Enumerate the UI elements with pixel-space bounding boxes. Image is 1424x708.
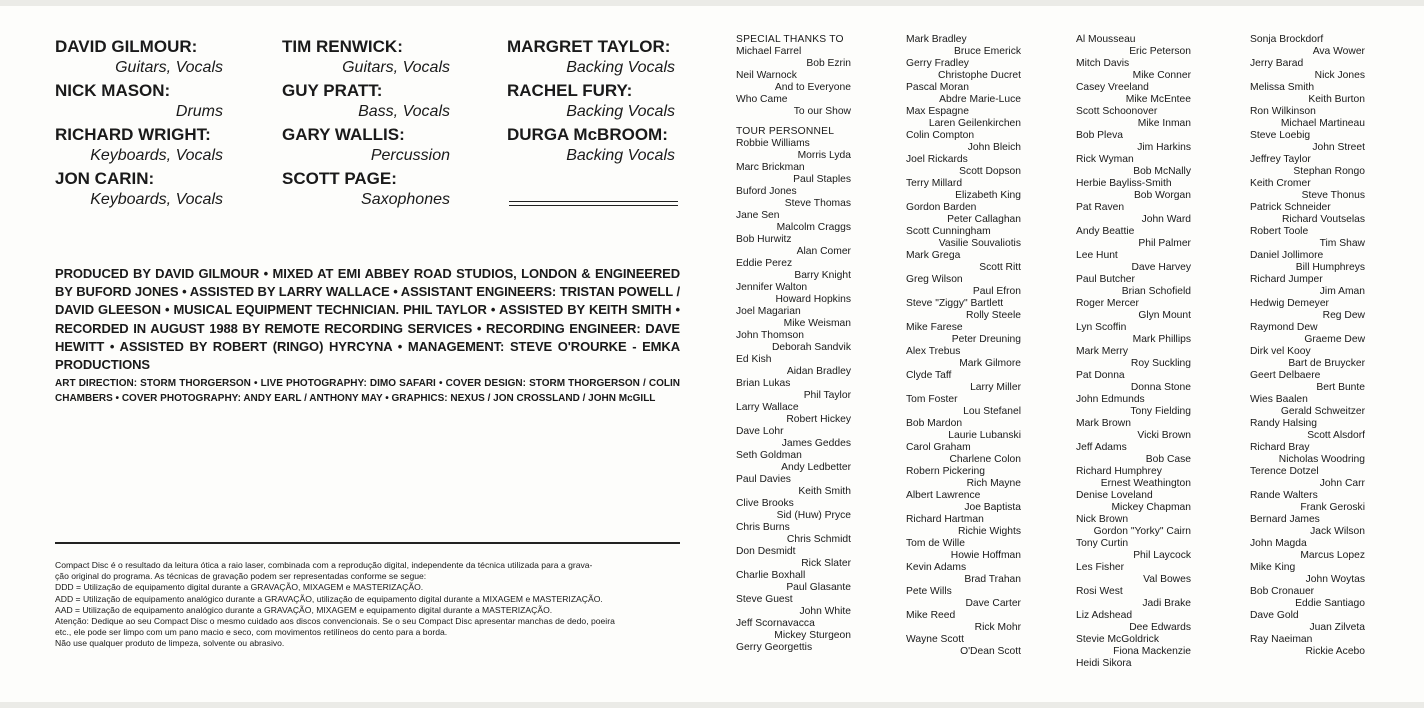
crew-name: Dirk vel Kooy (1250, 346, 1311, 357)
crew-name: Steve Loebig (1250, 130, 1311, 141)
crew-name: Mark Bradley (906, 34, 967, 45)
crew-name: Brian Lukas (736, 378, 791, 389)
crew-name: Robern Pickering (906, 466, 985, 477)
crew-heading: SPECIAL THANKS TO (736, 34, 844, 45)
legal-line: Atenção: Dedique ao seu Compact Disc o mesmo cuidado aos discos convencionais. Se o seu Compact Disc apresentar manchas de dedo, poeira (55, 616, 615, 627)
crew-name: Paul Efron (972, 286, 1021, 297)
crew-name: Andy Ledbetter (781, 462, 851, 473)
crew-name: Ed Kish (736, 354, 772, 365)
crew-name: Ava Wower (1312, 46, 1365, 57)
crew-name: Scott Dopson (959, 166, 1021, 177)
crew-name: Phil Laycock (1133, 550, 1191, 561)
crew-heading: TOUR PERSONNEL (736, 126, 835, 137)
crew-name: Reg Dew (1322, 310, 1365, 321)
crew-name: Mike Inman (1137, 118, 1191, 129)
crew-name: Bob McNally (1133, 166, 1191, 177)
crew-name: Bert Bunte (1316, 382, 1365, 393)
crew-name: Tim Shaw (1319, 238, 1365, 249)
crew-name: Rick Mohr (974, 622, 1021, 633)
credit-role: Guitars, Vocals (342, 59, 450, 76)
credit-role: Percussion (370, 147, 450, 164)
crew-name: Bob Ezrin (806, 58, 851, 69)
crew-column-2 (906, 34, 1021, 658)
credit-entry (282, 124, 450, 166)
crew-name: Richard Humphrey (1076, 466, 1162, 477)
crew-name: Mike Weisman (783, 318, 851, 329)
crew-name: Bruce Emerick (954, 46, 1021, 57)
crew-name: Seth Goldman (736, 450, 802, 461)
crew-name: Max Espagne (906, 106, 969, 117)
legal-line: AAD = Utilização de equipamento analógico durante a GRAVAÇÃO, MIXAGEM e equipamento digital durante a MASTERIZAÇÃO. (55, 604, 553, 615)
crew-name: Mike Reed (906, 610, 956, 621)
crew-name: Abdre Marie-Luce (939, 94, 1021, 105)
crew-name: Dave Gold (1250, 610, 1299, 621)
credit-name: GARY WALLIS: (282, 125, 405, 144)
crew-name: Bill Humphreys (1295, 262, 1365, 273)
credit-role: Keyboards, Vocals (90, 147, 223, 164)
crew-name: Joe Baptista (964, 502, 1021, 513)
crew-name: John Bleich (967, 142, 1021, 153)
crew-name: O'Dean Scott (960, 646, 1021, 657)
band-credits-column-1 (55, 36, 223, 212)
crew-name: Pat Donna (1076, 370, 1125, 381)
crew-name: Randy Halsing (1250, 418, 1317, 429)
crew-name: Scott Alsdorf (1307, 430, 1365, 441)
crew-name: Howard Hopkins (775, 294, 851, 305)
crew-name: Barry Knight (794, 270, 851, 281)
credit-role: Backing Vocals (566, 147, 675, 164)
crew-name: Glyn Mount (1138, 310, 1191, 321)
crew-name: Charlie Boxhall (736, 570, 806, 581)
credit-role: Bass, Vocals (358, 103, 450, 120)
crew-name: Steve "Ziggy" Bartlett (906, 298, 1004, 309)
crew-name: Brad Trahan (964, 574, 1021, 585)
crew-name: Brian Schofield (1121, 286, 1191, 297)
crew-name: Scott Ritt (979, 262, 1021, 273)
crew-name: Bob Worgan (1133, 190, 1191, 201)
crew-name: John Thomson (736, 330, 804, 341)
credit-entry (282, 80, 450, 122)
crew-name: Laren Geilenkirchen (928, 118, 1021, 129)
crew-name: Mickey Sturgeon (774, 630, 851, 641)
crew-name: Bob Cronauer (1250, 586, 1315, 597)
crew-name: Gordon "Yorky" Cairn (1093, 526, 1191, 537)
crew-name: Chris Burns (736, 522, 790, 533)
crew-name: Colin Compton (906, 130, 975, 141)
credit-name: RICHARD WRIGHT: (55, 125, 211, 144)
crew-name: Heidi Sikora (1076, 658, 1132, 669)
crew-name: Stephan Rongo (1293, 166, 1365, 177)
crew-name: Mike Conner (1132, 70, 1191, 81)
credit-entry (55, 80, 223, 122)
crew-name: Tony Fielding (1130, 406, 1191, 417)
crew-name: Paul Staples (793, 174, 851, 185)
crew-name: Bart de Bruycker (1288, 358, 1365, 369)
crew-name: Lee Hunt (1076, 250, 1118, 261)
crew-name: Mike McEntee (1125, 94, 1191, 105)
credit-name: SCOTT PAGE: (282, 169, 397, 188)
crew-name: Vicki Brown (1137, 430, 1191, 441)
crew-name: Paul Glasante (786, 582, 851, 593)
crew-name: Elizabeth King (955, 190, 1021, 201)
credit-role: Keyboards, Vocals (90, 191, 223, 208)
credit-entry (507, 124, 675, 166)
crew-name: Alan Comer (796, 246, 851, 257)
crew-name: Rich Mayne (966, 478, 1021, 489)
credit-name: NICK MASON: (55, 81, 171, 100)
crew-name: Pat Raven (1076, 202, 1125, 213)
crew-name: Eddie Perez (736, 258, 793, 269)
credit-role: Drums (175, 103, 223, 120)
crew-name: Marc Brickman (736, 162, 805, 173)
crew-name: Graeme Dew (1304, 334, 1365, 345)
crew-name: Gerry Georgettis (736, 642, 813, 653)
crew-name: Sid (Huw) Pryce (776, 510, 851, 521)
crew-name: Charlene Colon (949, 454, 1021, 465)
crew-name: Fiona Mackenzie (1113, 646, 1191, 657)
crew-name: Donna Stone (1130, 382, 1191, 393)
credit-role: Backing Vocals (566, 103, 675, 120)
production-credits: PRODUCED BY DAVID GILMOUR • MIXED AT EMI ABBEY ROAD STUDIOS, LONDON & ENGINEERED BY BUFORD JONES • ASSISTED BY LARRY WALLACE • ASSISTANT ENGINEERS: TRISTAN POWELL / DAVID GLEESON • MUSICAL EQUIPMENT TECHNICIAN. PHIL TAYLOR • ASSISTED BY KEITH SMITH • RECORDED IN AUGUST 1988 BY REMOTE RECORDING SERVICES • RECORDING ENGINEER: DAVE HEWITT • ASSISTED BY ROBERT (RINGO) HYRCYNA • MANAGEMENT: STEVE O'ROURKE - EMKA PRODUCTIONS (55, 266, 680, 373)
crew-name: Al Mousseau (1076, 34, 1136, 45)
crew-name: Jack Wilson (1310, 526, 1365, 537)
crew-name: Phil Palmer (1138, 238, 1191, 249)
crew-name: Joel Magarian (736, 306, 801, 317)
crew-name: Keith Smith (798, 486, 851, 497)
legal-notice (55, 560, 690, 650)
crew-name: Buford Jones (736, 186, 797, 197)
crew-name: Andy Beattie (1076, 226, 1135, 237)
credit-role: Guitars, Vocals (115, 59, 223, 76)
crew-name: Nick Brown (1076, 514, 1129, 525)
crew-name: Paul Davies (736, 474, 791, 485)
crew-name: Gerald Schweitzer (1280, 406, 1365, 417)
legal-line: Compact Disc é o resultado da leitura ótica a raio laser, combinada com a reprodução digital, independente da técnica utilizada para a grava- (55, 560, 593, 570)
crew-name: Tony Curtin (1076, 538, 1129, 549)
crew-name: Peter Callaghan (947, 214, 1021, 225)
crew-name: John Edmunds (1076, 394, 1145, 405)
crew-name: Scott Schoonover (1076, 106, 1158, 117)
crew-name: Ron Wilkinson (1250, 106, 1316, 117)
crew-column-4 (1250, 34, 1365, 658)
crew-name: Richard Voutselas (1282, 214, 1365, 225)
credit-entry (55, 124, 223, 166)
crew-name: Steve Guest (736, 594, 793, 605)
crew-name: Robert Hickey (786, 414, 851, 425)
band-credits-column-2 (282, 36, 450, 212)
crew-name: Mark Brown (1076, 418, 1131, 429)
crew-name: Richard Jumper (1250, 274, 1323, 285)
crew-name: Bob Pleva (1076, 130, 1123, 141)
crew-name: Chris Schmidt (786, 534, 851, 545)
crew-name: Robert Toole (1250, 226, 1309, 237)
crew-name: Frank Geroski (1300, 502, 1365, 513)
crew-name: Melissa Smith (1250, 82, 1315, 93)
crew-name: Geert Delbaere (1250, 370, 1321, 381)
crew-name: Dave Carter (965, 598, 1021, 609)
crew-name: John Carr (1319, 478, 1365, 489)
credit-entry (55, 168, 223, 210)
credit-entry (282, 36, 450, 78)
crew-name: Mark Grega (906, 250, 961, 261)
crew-name: Hedwig Demeyer (1250, 298, 1329, 309)
crew-name: Bob Hurwitz (736, 234, 792, 245)
crew-name: John Woytas (1305, 574, 1365, 585)
band-credits-column-3 (507, 36, 675, 168)
credit-entry (507, 80, 675, 122)
crew-name: Marcus Lopez (1300, 550, 1365, 561)
crew-name: To our Show (793, 106, 851, 117)
legal-line: ADD = Utilização de equipamento analógico durante a GRAVAÇÃO, utilização de equipamento digital durante a MIXAGEM e MASTERIZAÇÃO. (55, 593, 603, 604)
legal-line: Não use qualquer produto de limpeza, solvente ou abrasivo. (55, 638, 285, 649)
crew-name: Nick Jones (1314, 70, 1365, 81)
crew-name: Aidan Bradley (786, 366, 851, 377)
crew-name: Clive Brooks (736, 498, 794, 509)
credit-name: TIM RENWICK: (282, 37, 403, 56)
crew-name: Eddie Santiago (1295, 598, 1365, 609)
crew-name: Jennifer Walton (736, 282, 808, 293)
credit-name: DURGA McBROOM: (507, 125, 668, 144)
art-credits: ART DIRECTION: STORM THORGERSON • LIVE PHOTOGRAPHY: DIMO SAFARI • COVER DESIGN: STORM THORGERSON / COLIN CHAMBERS • COVER PHOTOGRAPHY: ANDY EARL / ANTHONY MAY • GRAPHICS: NEXUS / JON CROSSLAND / JOHN McGILL (55, 378, 680, 404)
credit-name: GUY PRATT: (282, 81, 383, 100)
crew-name: Vasilie Souvaliotis (938, 238, 1021, 249)
crew-name: Dee Edwards (1129, 622, 1191, 633)
credit-name: JON CARIN: (55, 169, 155, 188)
crew-name: Jadi Brake (1142, 598, 1191, 609)
crew-name: Dave Harvey (1131, 262, 1191, 273)
crew-name: Terry Millard (906, 178, 963, 189)
crew-name: Jim Harkins (1137, 142, 1191, 153)
crew-name: Juan Zilveta (1309, 622, 1365, 633)
crew-name: Lou Stefanel (963, 406, 1021, 417)
crew-name: Dave Lohr (736, 426, 784, 437)
legal-line: DDD = Utilização de equipamento digital durante a GRAVAÇÃO, MIXAGEM e MASTERIZAÇÃO. (55, 582, 424, 593)
crew-name: Steve Thonus (1301, 190, 1365, 201)
credit-entry (55, 36, 223, 78)
crew-name: John White (799, 606, 851, 617)
crew-name: Roy Suckling (1130, 358, 1191, 369)
crew-name: Bernard James (1250, 514, 1320, 525)
crew-name: Larry Miller (970, 382, 1021, 393)
crew-name: Stevie McGoldrick (1076, 634, 1159, 645)
crew-name: Sonja Brockdorf (1250, 34, 1324, 45)
crew-name: Rosi West (1076, 586, 1123, 597)
crew-name: Jeff Adams (1076, 442, 1127, 453)
crew-name: Phil Taylor (803, 390, 851, 401)
crew-name: Mickey Chapman (1111, 502, 1191, 513)
crew-name: Denise Loveland (1076, 490, 1153, 501)
crew-name: Michael Martineau (1280, 118, 1365, 129)
divider-rule-long (55, 542, 680, 544)
crew-name: Daniel Jollimore (1250, 250, 1324, 261)
crew-name: Tom de Wille (906, 538, 965, 549)
crew-name: Rolly Steele (966, 310, 1021, 321)
crew-name: Mark Merry (1076, 346, 1129, 357)
legal-line: ção original do programa. As técnicas de gravação podem ser representadas conforme se segue: (55, 571, 427, 582)
credit-name: DAVID GILMOUR: (55, 37, 198, 56)
crew-name: Mike Farese (906, 322, 963, 333)
crew-name: Paul Butcher (1076, 274, 1135, 285)
crew-name: Rickie Acebo (1305, 646, 1365, 657)
crew-name: Gerry Fradley (906, 58, 969, 69)
crew-name: Neil Warnock (736, 70, 797, 81)
crew-name: Peter Dreuning (951, 334, 1021, 345)
crew-name: Patrick Schneider (1250, 202, 1331, 213)
crew-name: Gordon Barden (906, 202, 977, 213)
crew-name: Joel Rickards (906, 154, 968, 165)
crew-name: Mark Gilmore (959, 358, 1021, 369)
crew-name: Eric Peterson (1129, 46, 1191, 57)
crew-name: Val Bowes (1143, 574, 1191, 585)
crew-name: John Ward (1141, 214, 1191, 225)
crew-name: Kevin Adams (906, 562, 967, 573)
crew-name: Albert Lawrence (906, 490, 981, 501)
crew-name: Casey Vreeland (1076, 82, 1149, 93)
credit-name: RACHEL FURY: (507, 81, 633, 100)
crew-name: Pascal Moran (906, 82, 969, 93)
crew-name: Rande Walters (1250, 490, 1318, 501)
crew-name: Rick Wyman (1076, 154, 1134, 165)
crew-name: Richie Wights (958, 526, 1021, 537)
crew-name: Malcolm Craggs (776, 222, 851, 233)
crew-name: Jeffrey Taylor (1250, 154, 1311, 165)
crew-name: Alex Trebus (906, 346, 961, 357)
crew-name: Robbie Williams (736, 138, 810, 149)
divider-rule-short (509, 201, 678, 206)
crew-name: Keith Burton (1308, 94, 1365, 105)
crew-name: Roger Mercer (1076, 298, 1139, 309)
crew-name: Wies Baalen (1250, 394, 1308, 405)
crew-name: Lyn Scoffin (1076, 322, 1127, 333)
crew-name: And to Everyone (774, 82, 851, 93)
crew-name: Jerry Barad (1250, 58, 1304, 69)
crew-name: Terence Dotzel (1250, 466, 1319, 477)
legal-line: etc., ele pode ser limpo com um pano macio e seco, com movimentos retilíneos do cento para a borda. (55, 627, 448, 638)
crew-name: Laurie Lubanski (948, 430, 1021, 441)
crew-name: Christophe Ducret (938, 70, 1021, 81)
crew-name: Richard Hartman (906, 514, 984, 525)
crew-name: Howie Hoffman (950, 550, 1021, 561)
crew-name: Michael Farrel (736, 46, 802, 57)
credit-name: MARGRET TAYLOR: (507, 37, 671, 56)
crew-name: Richard Bray (1250, 442, 1310, 453)
crew-name: Scott Cunningham (906, 226, 991, 237)
crew-column-3 (1076, 34, 1191, 670)
crew-name: Herbie Bayliss-Smith (1076, 178, 1172, 189)
crew-name: Ray Naeiman (1250, 634, 1313, 645)
crew-name: Morris Lyda (797, 150, 851, 161)
crew-name: Ernest Weathington (1100, 478, 1191, 489)
crew-name: Jim Aman (1319, 286, 1365, 297)
crew-name: Pete Wills (906, 586, 952, 597)
crew-name: Don Desmidt (736, 546, 796, 557)
credit-role: Saxophones (361, 191, 450, 208)
crew-column-1 (736, 34, 851, 654)
crew-name: Liz Adshead (1076, 610, 1133, 621)
crew-name: Raymond Dew (1250, 322, 1318, 333)
crew-name: James Geddes (781, 438, 851, 449)
crew-name: Nicholas Woodring (1278, 454, 1365, 465)
crew-name: Mitch Davis (1076, 58, 1130, 69)
crew-name: Who Came (736, 94, 788, 105)
crew-name: Jane Sen (736, 210, 780, 221)
crew-name: Tom Foster (906, 394, 958, 405)
crew-name: Keith Cromer (1250, 178, 1311, 189)
crew-name: Jeff Scornavacca (736, 618, 815, 629)
crew-name: Bob Mardon (906, 418, 963, 429)
crew-name: Mark Phillips (1132, 334, 1191, 345)
crew-name: Steve Thomas (784, 198, 851, 209)
crew-name: Bob Case (1145, 454, 1191, 465)
crew-name: Rick Slater (801, 558, 851, 569)
credit-role: Backing Vocals (566, 59, 675, 76)
crew-name: John Magda (1250, 538, 1307, 549)
crew-name: Mike King (1250, 562, 1296, 573)
crew-name: Wayne Scott (906, 634, 964, 645)
credit-entry (507, 36, 675, 78)
credit-entry (282, 168, 450, 210)
crew-name: Carol Graham (906, 442, 971, 453)
crew-name: Clyde Taff (906, 370, 952, 381)
crew-name: Larry Wallace (736, 402, 799, 413)
crew-name: Greg Wilson (906, 274, 963, 285)
crew-name: Deborah Sandvik (772, 342, 851, 353)
crew-name: John Street (1312, 142, 1365, 153)
crew-name: Les Fisher (1076, 562, 1125, 573)
